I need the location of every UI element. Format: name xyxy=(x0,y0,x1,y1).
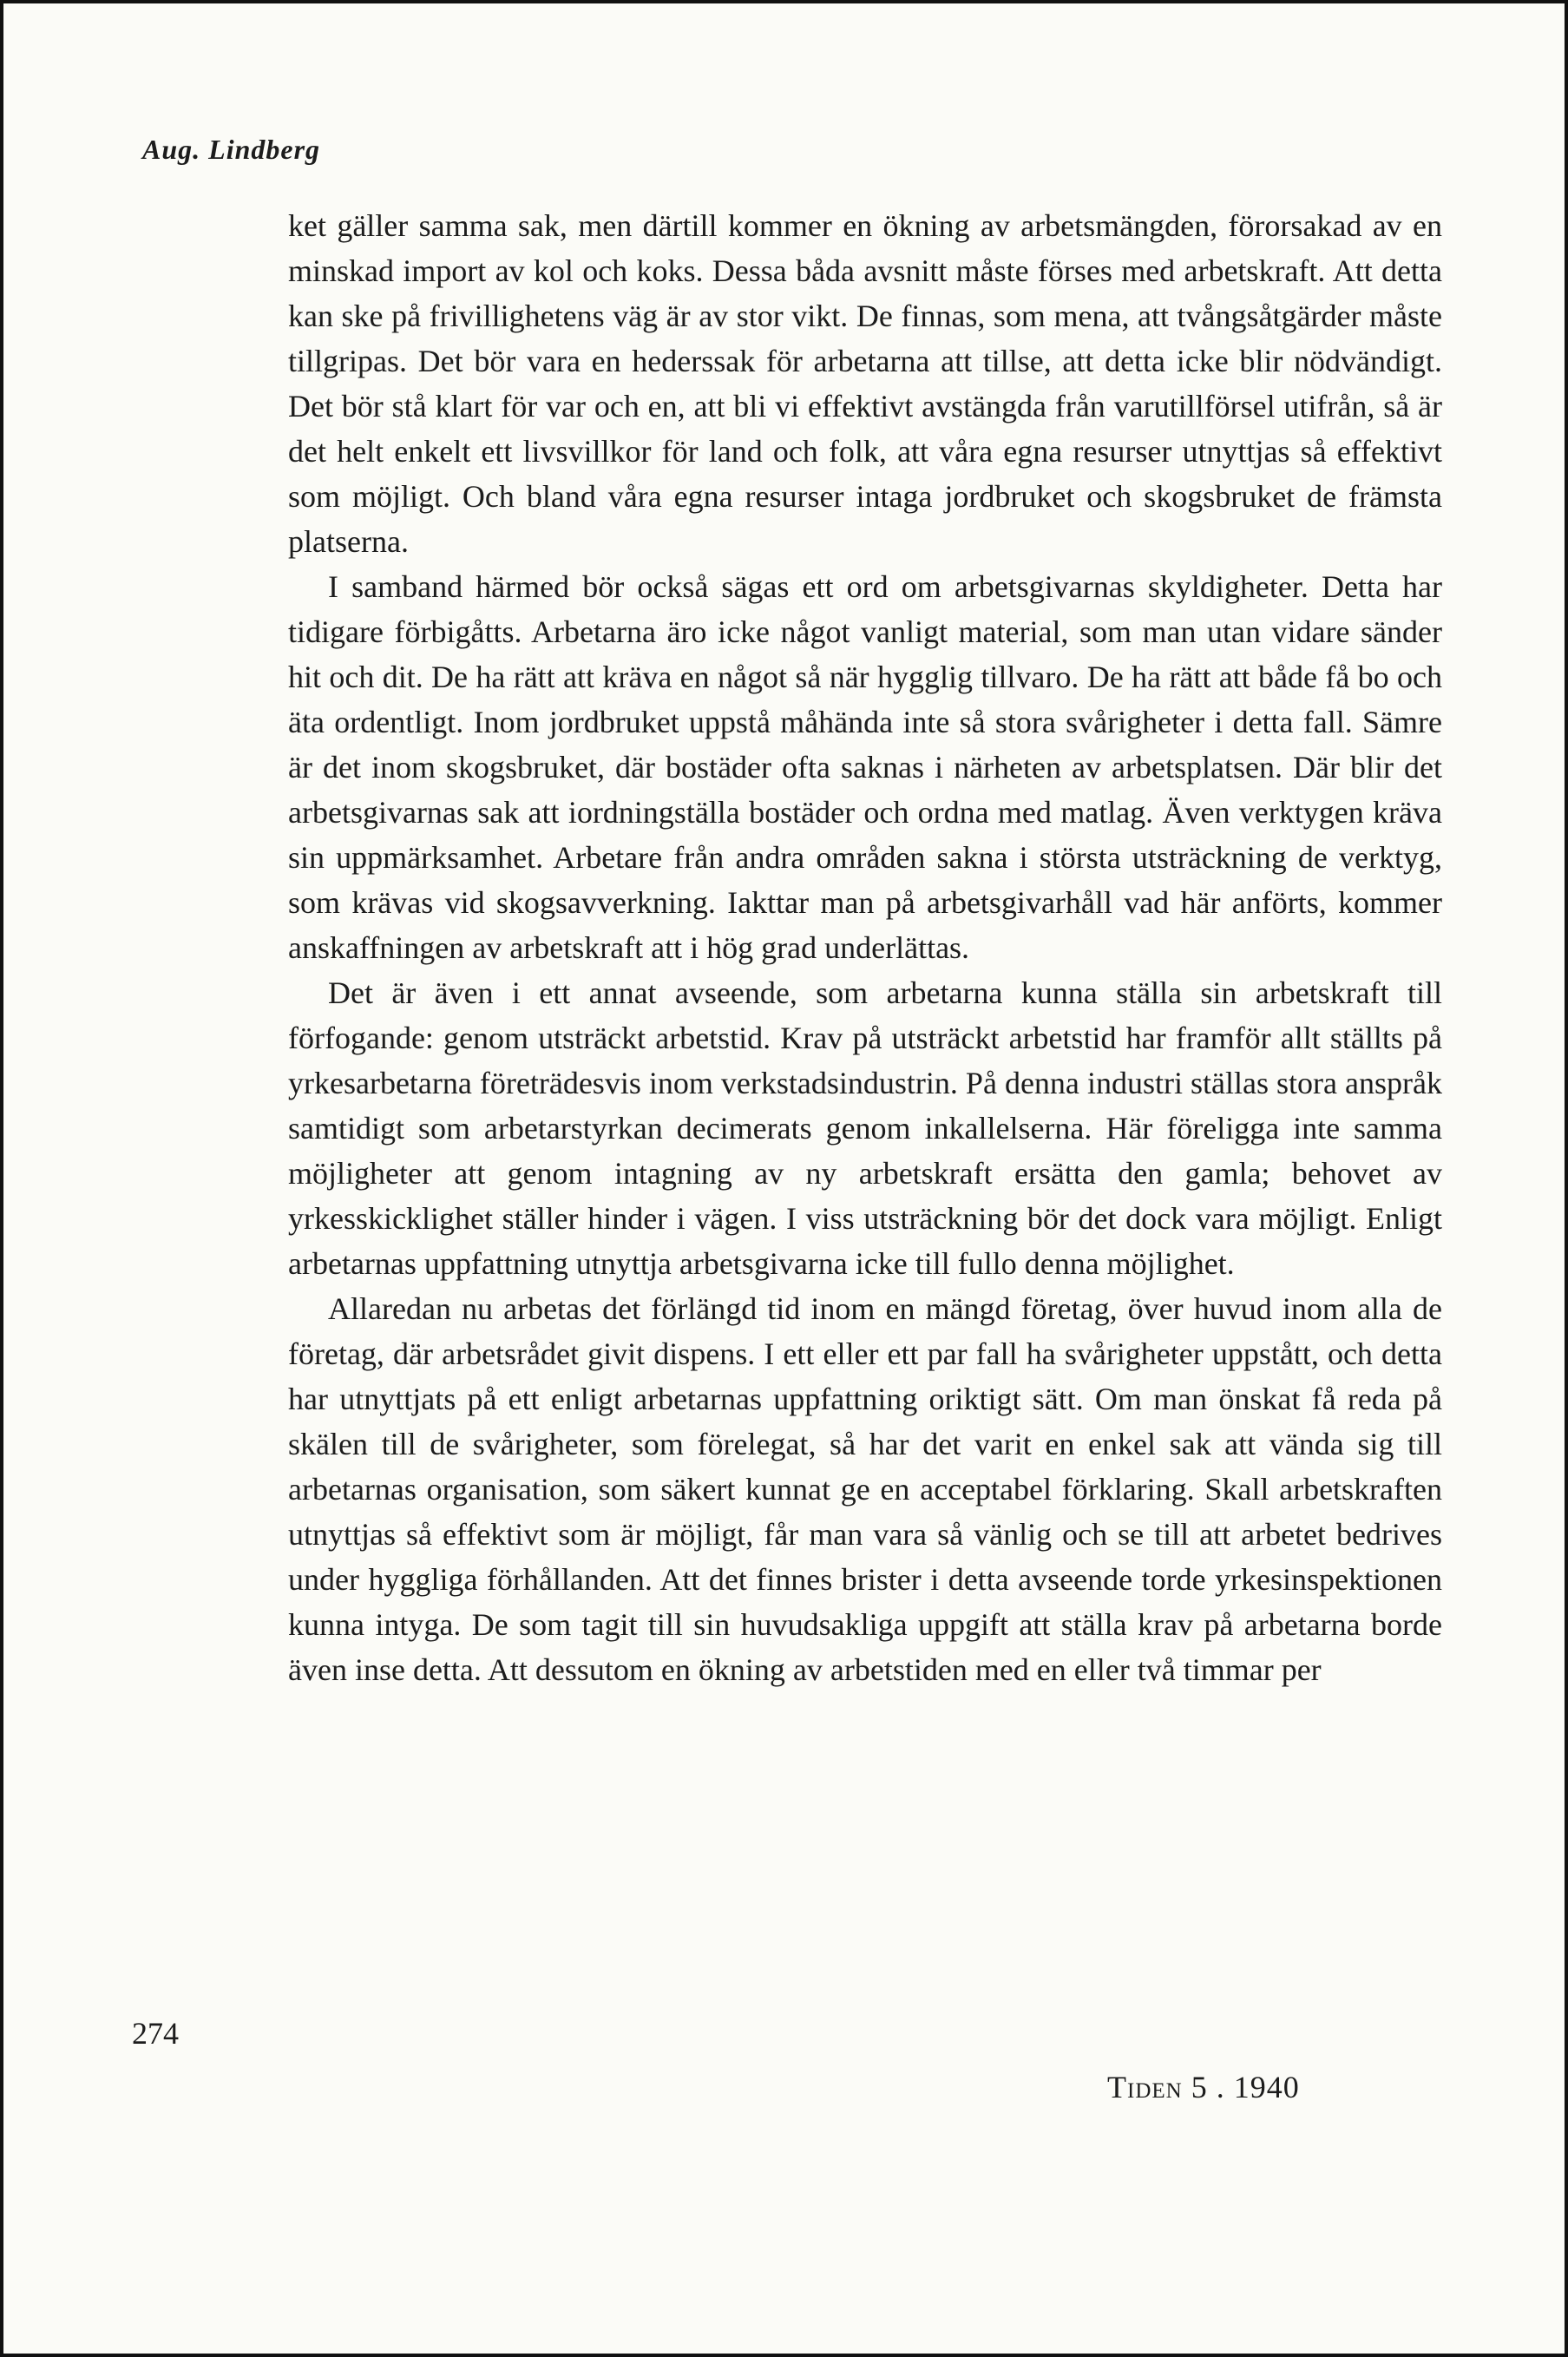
paragraph-3: Det är även i ett annat avseende, som arbetarna kunna ställa sin arbetskraft till förfogande: genom utsträckt arbetstid. Krav på utsträckt arbetstid har framför allt ställts på yrkesarbetarna företrädesvis inom verkstadsindustrin. På denna industri ställas stora anspråk samtidigt som arbetarstyrkan decimerats genom inkallelserna. Här föreligga inte samma möjligheter att genom intagning av ny arbetskraft ersätta den gamla; behovet av yrkesskicklighet ställer hinder i vägen. I viss utsträckning bör det dock vara möjligt. Enligt arbetarnas uppfattning utnyttja arbetsgivarna icke till fullo denna möjlighet. xyxy=(288,975,1442,1281)
page-number: 274 xyxy=(132,2016,179,2051)
paragraph-4: Allaredan nu arbetas det förlängd tid inom en mängd företag, över huvud inom alla de företag, där arbetsrådet givit dispens. I ett eller ett par fall ha svårigheter uppstått, och detta har utnyttjats på ett enligt arbetarnas uppfattning oriktigt sätt. Om man önskat få reda på skälen till de svårigheter, som förelegat, så har det varit en enkel sak att vända sig till arbetarnas organisation, som säkert kunnat ge en acceptabel förklaring. Skall arbetskraften utnyttjas så effektivt som är möjligt, får man vara så vänlig och se till att arbetet bedrives under hyggliga förhållanden. Att det finnes brister i detta avseende torde yrkesinspektionen kunna intyga. De som tagit till sin huvudsakliga uppgift att ställa krav på arbetarna borde även inse detta. Att dessutom en ökning av arbetstiden med en eller två timmar per xyxy=(288,1291,1442,1687)
running-head-author: Aug. Lindberg xyxy=(142,134,321,165)
document-page xyxy=(3,3,1565,2354)
paragraph-1: ket gäller samma sak, men därtill kommer en ökning av arbetsmängden, förorsakad av en minskad import av kol och koks. Dessa båda avsnitt måste förses med arbetskraft. Att detta kan ske på frivillighetens väg är av stor vikt. De finnas, som mena, att tvångsåtgärder måste tillgripas. Det bör vara en hederssak för arbetarna att tillse, att detta icke blir nödvändigt. Det bör stå klart för var och en, att bli vi effektivt avstängda från varutillförsel utifrån, så är det helt enkelt ett livsvillkor för land och folk, att våra egna resurser utnyttjas så effektivt som möjligt. Och bland våra egna resurser intaga jordbruket och skogsbruket de främsta platserna. xyxy=(288,208,1442,559)
journal-issue: Tiden 5 . 1940 xyxy=(1107,2070,1300,2104)
paragraph-2: I samband härmed bör också sägas ett ord om arbetsgivarnas skyldigheter. Detta har tidigare förbigåtts. Arbetarna äro icke något vanligt material, som man utan vidare sänder hit och dit. De ha rätt att kräva en något så när hygglig tillvaro. De ha rätt att både få bo och äta ordentligt. Inom jordbruket uppstå måhända inte så stora svårigheter i detta fall. Sämre är det inom skogsbruket, där bostäder ofta saknas i närheten av arbetsplatsen. Där blir det arbetsgivarnas sak att iordningställa bostäder och ordna med matlag. Även verktygen kräva sin uppmärksamhet. Arbetare från andra områden sakna i största utsträckning de verktyg, som krävas vid skogsavverkning. Iakttar man på arbetsgivarhåll vad här anförts, kommer anskaffningen av arbetskraft att i hög grad underlättas. xyxy=(288,569,1442,965)
article-body xyxy=(288,203,1442,1692)
